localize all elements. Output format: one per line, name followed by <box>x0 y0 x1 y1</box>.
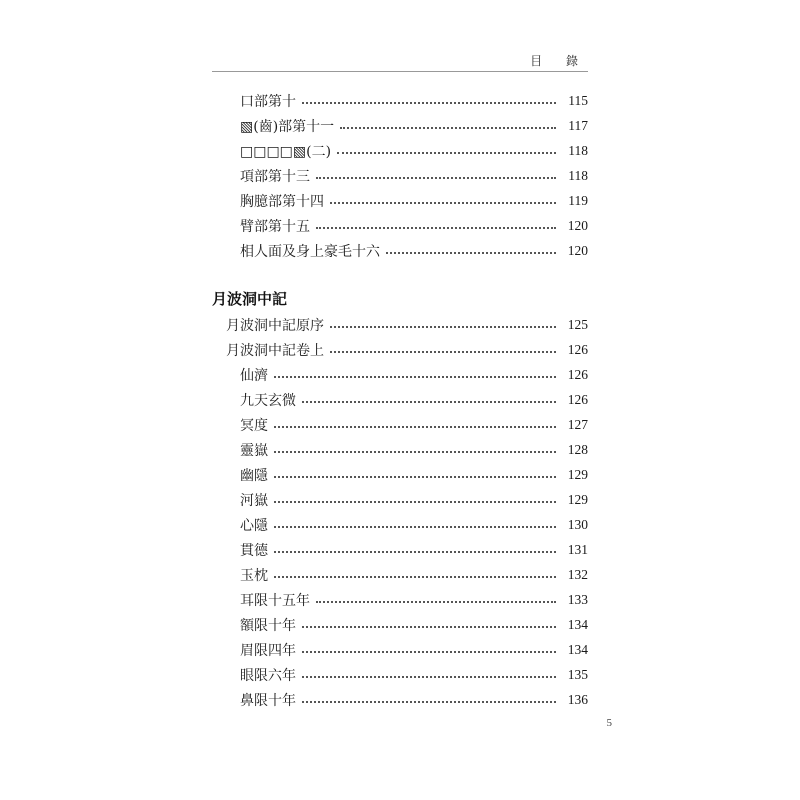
toc-entry[interactable] <box>0 165 588 187</box>
dot-leader <box>274 551 556 553</box>
toc-entry-page: 135 <box>567 667 588 682</box>
toc-entry[interactable] <box>0 464 588 486</box>
toc-entry-page: 126 <box>567 342 588 357</box>
toc-entry-page: 129 <box>567 467 588 482</box>
toc-entry[interactable] <box>0 614 588 636</box>
toc-entry[interactable] <box>0 589 588 611</box>
dot-leader <box>316 227 556 229</box>
dot-leader <box>274 576 556 578</box>
dot-leader <box>340 127 556 129</box>
page-number: 5 <box>606 717 612 729</box>
toc-entry[interactable] <box>0 564 588 586</box>
dot-leader <box>302 401 556 403</box>
toc-entry[interactable] <box>0 389 588 411</box>
dot-leader <box>330 326 556 328</box>
toc-entry-label: 鼻限十年 <box>240 693 296 709</box>
toc-entry[interactable] <box>0 339 588 361</box>
toc-entry-page: 131 <box>567 542 588 557</box>
dot-leader <box>274 426 556 428</box>
toc-entry-page: 133 <box>567 592 588 607</box>
toc-entry-label: 靈嶽 <box>240 443 268 459</box>
toc-entry-page: 136 <box>567 692 588 707</box>
toc-entry-label: 冥度 <box>240 418 268 434</box>
dot-leader <box>302 676 556 678</box>
toc-entry-label: ▧(齒)部第十一 <box>240 119 335 135</box>
dot-leader <box>386 252 556 254</box>
toc-entry[interactable] <box>0 514 588 536</box>
toc-entry-label: 玉枕 <box>240 568 268 584</box>
dot-leader <box>316 177 556 179</box>
dot-leader <box>330 202 556 204</box>
toc-entry-label: 心隱 <box>240 518 268 534</box>
toc-entry-label: 項部第十三 <box>240 169 310 185</box>
toc-entry-page: 118 <box>568 143 588 158</box>
toc-entry[interactable] <box>0 240 588 262</box>
toc-entry-label: 九天玄微 <box>240 393 296 409</box>
toc-entry-page: 120 <box>567 243 588 258</box>
toc-entry[interactable] <box>0 215 588 237</box>
toc-entry-page: 117 <box>568 118 588 133</box>
toc-entry[interactable] <box>0 439 588 461</box>
header-rule <box>212 71 588 72</box>
toc-entry-label: 相人面及身上豪毛十六 <box>240 244 380 260</box>
toc-entry-page: 120 <box>567 218 588 233</box>
toc-entry[interactable] <box>0 489 588 511</box>
toc-entry-page: 119 <box>568 193 588 208</box>
dot-leader <box>274 526 556 528</box>
toc-entry-page: 126 <box>567 392 588 407</box>
toc-entry[interactable] <box>0 364 588 386</box>
toc-entry-label: 月波洞中記原序 <box>226 318 324 334</box>
toc-entry-label: 眼限六年 <box>240 668 296 684</box>
toc-entry-page: 134 <box>567 642 588 657</box>
toc-entry-label: 貫德 <box>240 543 268 559</box>
dot-leader <box>330 351 556 353</box>
toc-entry-page: 129 <box>567 492 588 507</box>
running-head-title: 目 錄 <box>530 54 588 68</box>
dot-leader <box>302 651 556 653</box>
toc-entry-label: 口部第十 <box>240 94 296 110</box>
toc-entry[interactable] <box>0 140 588 162</box>
dot-leader <box>302 701 556 703</box>
toc-entry-label: 月波洞中記卷上 <box>226 343 324 359</box>
toc-entry[interactable] <box>0 90 588 112</box>
toc-entry-label: 胸臆部第十四 <box>240 194 324 210</box>
toc-entry-label: □□□□▧(二) <box>240 144 332 160</box>
toc-entry[interactable] <box>0 190 588 212</box>
toc-entry-page: 115 <box>568 93 588 108</box>
toc-entry-label: 耳限十五年 <box>240 593 310 609</box>
toc-entry-label: 河嶽 <box>240 493 268 509</box>
dot-leader <box>274 476 556 478</box>
dot-leader <box>337 152 556 154</box>
toc-entry[interactable] <box>0 689 588 711</box>
toc-entry-label: 幽隱 <box>240 468 268 484</box>
toc-entry[interactable] <box>0 539 588 561</box>
dot-leader <box>302 102 556 104</box>
dot-leader <box>316 601 556 603</box>
toc-entry-page: 134 <box>567 617 588 632</box>
dot-leader <box>274 501 556 503</box>
toc-entry[interactable] <box>0 664 588 686</box>
toc-entry-page: 118 <box>568 168 588 183</box>
toc-entry-page: 127 <box>567 417 588 432</box>
dot-leader <box>302 626 556 628</box>
dot-leader <box>274 451 556 453</box>
toc-entry-page: 125 <box>567 317 588 332</box>
toc-entry[interactable] <box>0 639 588 661</box>
toc-entry-label: 仙濟 <box>240 368 268 384</box>
toc-entry-page: 126 <box>567 367 588 382</box>
toc-entry-label: 臂部第十五 <box>240 219 310 235</box>
toc-entry[interactable] <box>0 414 588 436</box>
toc-entry-label: 眉限四年 <box>240 643 296 659</box>
section-heading: 月波洞中記 <box>212 290 288 308</box>
toc-entry-page: 132 <box>567 567 588 582</box>
toc-entry-label: 額限十年 <box>240 618 296 634</box>
toc-entry[interactable] <box>0 314 588 336</box>
toc-entry-page: 130 <box>567 517 588 532</box>
dot-leader <box>274 376 556 378</box>
toc-entry-page: 128 <box>567 442 588 457</box>
toc-entry[interactable] <box>0 115 588 137</box>
